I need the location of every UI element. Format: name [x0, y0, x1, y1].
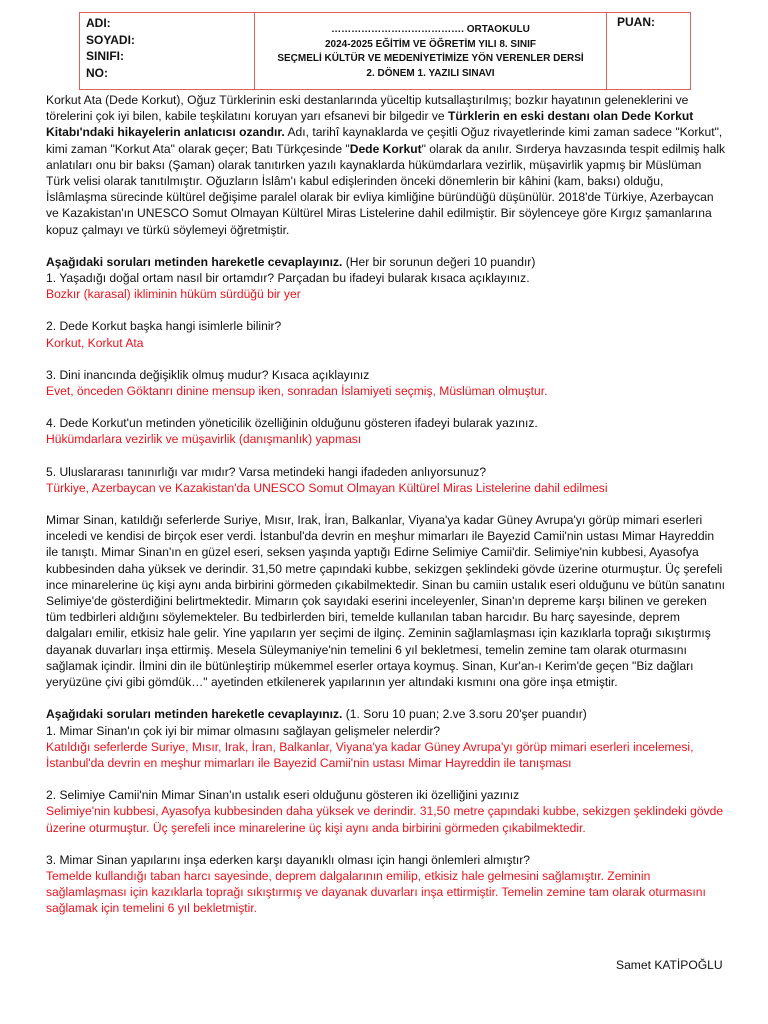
section1-instruction — [46, 254, 726, 270]
name-label: ADI: — [86, 16, 111, 30]
instruction-rest: (1. Soru 10 puan; 2.ve 3.soru 20'şer puandır) — [342, 707, 587, 722]
exam-name: 2. DÖNEM 1. YAZILI SINAVI — [366, 67, 495, 79]
exam-content — [46, 92, 726, 917]
answer: Hükümdarlara vezirlik ve müşavirlik (danışmanlık) yapması — [46, 432, 362, 447]
exam-header — [79, 12, 691, 90]
teacher-signature: Samet KATİPOĞLU — [616, 958, 723, 972]
answer: Katıldığı seferlerde Suriye, Mısır, Irak, İran, Balkanlar, Viyana'ya kadar Güney Avrupa'yı görüp mimari eserleri incelemesi, İstanbul'da devrin en meşhur mimarları ile Bayezid Camii'nin ustası Mimar Hayreddin ile tanışması — [46, 739, 694, 770]
score-box — [607, 13, 690, 89]
question: 2. Dede Korkut başka hangi isimlerle bilinir? — [46, 319, 282, 334]
question: 3. Dini inancında değişiklik olmuş mudur? Kısaca açıklayınız — [46, 367, 370, 382]
answer: Temelde kullandığı taban harcı sayesinde, deprem dalgalarının emilip, etkisiz hale gelmesini sağlamıştır. Zeminin sağlamlaşması için kazıklarla toprağı sıkıştırmış ve dayanak duvarları inşa ettirmiştir. Temelin zemine tam olarak oturmasını sağlamak için temelini 6 yıl bekletmiştir. — [46, 868, 706, 916]
score-label: PUAN: — [617, 15, 655, 29]
number-label: NO: — [86, 65, 108, 80]
question: 1. Mimar Sinan'ın çok iyi bir mimar olmasını sağlayan gelişmeler nelerdir? — [46, 723, 441, 738]
passage-bold: Dede Korkut — [349, 141, 422, 156]
passage-text: Korkut Ata (Dede Korkut), Oğuz Türklerinin eski destanlarında yüceltip kutsallaştırılmış; bozkır hayatının geleneklerini ve törelerini çok iyi bilen, kabile teşkilatını koruyan yarı efsanevi bir bilgedir ve — [46, 93, 689, 124]
student-info — [80, 13, 255, 89]
surname-label: SOYADI: — [86, 32, 135, 47]
answer: Selimiye'nin kubbesi, Ayasofya kubbesinden daha yüksek ve derindir. 31,50 metre çapındaki kubbe, sekizgen şeklindeki gövde üzerine oturmuştur. Üç şerefeli ince minarelerine üç kişi aynı anda birbirini görmeden çıkabilmektedir. — [46, 804, 724, 835]
class-label: SINIFI: — [86, 49, 124, 63]
question: 4. Dede Korkut'un metinden yöneticilik özelliğinin olduğunu gösteren ifadeyi bularak yazınız. — [46, 416, 538, 431]
school-name: …………………………………. ORTAOKULU — [331, 24, 530, 35]
answer: Bozkır (karasal) ikliminin hüküm sürdüğü bir yer — [46, 287, 301, 302]
answer: Türkiye, Azerbaycan ve Kazakistan'da UNESCO Somut Olmayan Kültürel Miras Listelerine dahil edilmesi — [46, 480, 608, 495]
instruction-bold: Aşağıdaki soruları metinden hareketle cevaplayınız. — [46, 707, 343, 722]
passage-mimar-sinan: Mimar Sinan, katıldığı seferlerde Suriye, Mısır, Irak, İran, Balkanlar, Viyana'ya kadar Güney Avrupa'yı görüp mimari eserleri inceledi ve kendisi de birçok eser verdi. İstanbul'da devrin en meşhur mimarları ile Bayezid Camii'nin ustası Mimar Hayreddin ile tanıştı. Mimar Sinan'ın en güzel eseri, seksen yaşında yaptığı Edirne Selimiye Camii'dir. Selimiye'nin kubbesi, Ayasofya kubbesinden daha yüksek ve derindir. 31,50 metre çapındaki kubbe, sekizgen şeklindeki gövde üzerine oturmuştur. Üç şerefeli ince minarelerine üç kişi aynı anda birbirini görmeden çıkabilmektedir. Sinan bu camiin ustalık eseri olduğunu ve bütün sanatını Selimiye'de gösterdiğini belirtmektedir. Mimarın çok sayıdaki eserini inceleyenler, Sinan'ın depreme karşı bilinen ve gereken tüm tedbirleri aldığını söylemekteler. Bu tedbirlerden biri, temelde kullanılan taban harcıdır. Bu harç sayesinde, deprem dalgaları emilir, etkisiz hale gelir. Yine yapıların yer seçimi de ilginç. Zeminin sağlamlaşması için kazıklarla toprağı sıkıştırmış dayanak duvarları inşa ettirmiş. Mesela Süleymaniye'nin temelini 6 yıl bekletmesi, temelin zemine tam olarak oturmasını sağlamak içindir. İlmini din ile bütünleştirip mükemmel eserler ortaya koymuş. Sinan, Kur'an-ı Kerim'de geçen "Biz dağları yeryüzüne çivi gibi gömdük…" ayetinden etkilenerek yapılarının yer altındaki kısmını ona göre inşa etmiştir. — [46, 513, 725, 690]
question: 2. Selimiye Camii'nin Mimar Sinan'ın ustalık eseri olduğunu gösteren iki özelliğini yazınız — [46, 788, 520, 803]
exam-title — [255, 13, 607, 89]
question: 5. Uluslararası tanınırlığı var mıdır? Varsa metindeki hangi ifadeden anlıyorsunuz? — [46, 464, 487, 479]
passage-text: Adı, tarihî kaynaklarda ve çeşitli Oğuz rivayetlerinde kimi zaman sadece "Korkut", kimi zaman "Korkut Ata" olarak geçer; Batı Türkçesinde " — [46, 125, 723, 156]
passage-bold: Türklerin en eski destanı olan Dede Korkut Kitabı'ndaki hikayelerin anlatıcısı ozandır. — [46, 109, 694, 140]
answer: Korkut, Korkut Ata — [46, 335, 144, 350]
passage-korkut-ata — [46, 92, 726, 238]
academic-year: 2024-2025 EĞİTİM VE ÖĞRETİM YILI 8. SINIF — [325, 38, 536, 50]
course-name: SEÇMELİ KÜLTÜR VE MEDENİYETİMİZE YÖN VERENLER DERSİ — [277, 53, 584, 64]
instruction-rest: (Her bir sorunun değeri 10 puandır) — [342, 254, 536, 269]
answer: Evet, önceden Göktanrı dinine mensup iken, sonradan İslamiyeti seçmiş, Müslüman olmuştur. — [46, 384, 548, 399]
question: 1. Yaşadığı doğal ortam nasıl bir ortamdır? Parçadan bu ifadeyi bularak kısaca açıklayınız. — [46, 271, 530, 286]
question: 3. Mimar Sinan yapılarını inşa ederken karşı dayanıklı olması için hangi önlemleri almıştır? — [46, 852, 530, 867]
section2-instruction — [46, 706, 726, 722]
instruction-bold: Aşağıdaki soruları metinden hareketle cevaplayınız. — [46, 254, 343, 269]
passage-text: " olarak da anılır. Sırderya havzasında tespit edilmiş halk anlatıları onu bir baksı (Şaman) olarak tanıtırken yazılı kaynaklarda hükümdarlara vezirlik, müşavirlik yapmış bir Müslüman Türk velisi olarak tanıtılmıştır. Oğuzların İslâm'ı kabul edişlerinden önceki dönemlerin bir kâhini (kam, baksı) olduğu, İslâmlaşma sürecinde kültürel değişime paralel olarak bir evliya kimliğine büründüğü düşünülür. 2018'de Türkiye, Azerbaycan ve Kazakistan'ın UNESCO Somut Olmayan Kültürel Miras Listelerine dahil edilmiştir. Bir söylenceye göre Kırgız şamanlarına kopuz çalmayı ve türkü söylemeyi öğretmiştir. — [46, 141, 726, 237]
